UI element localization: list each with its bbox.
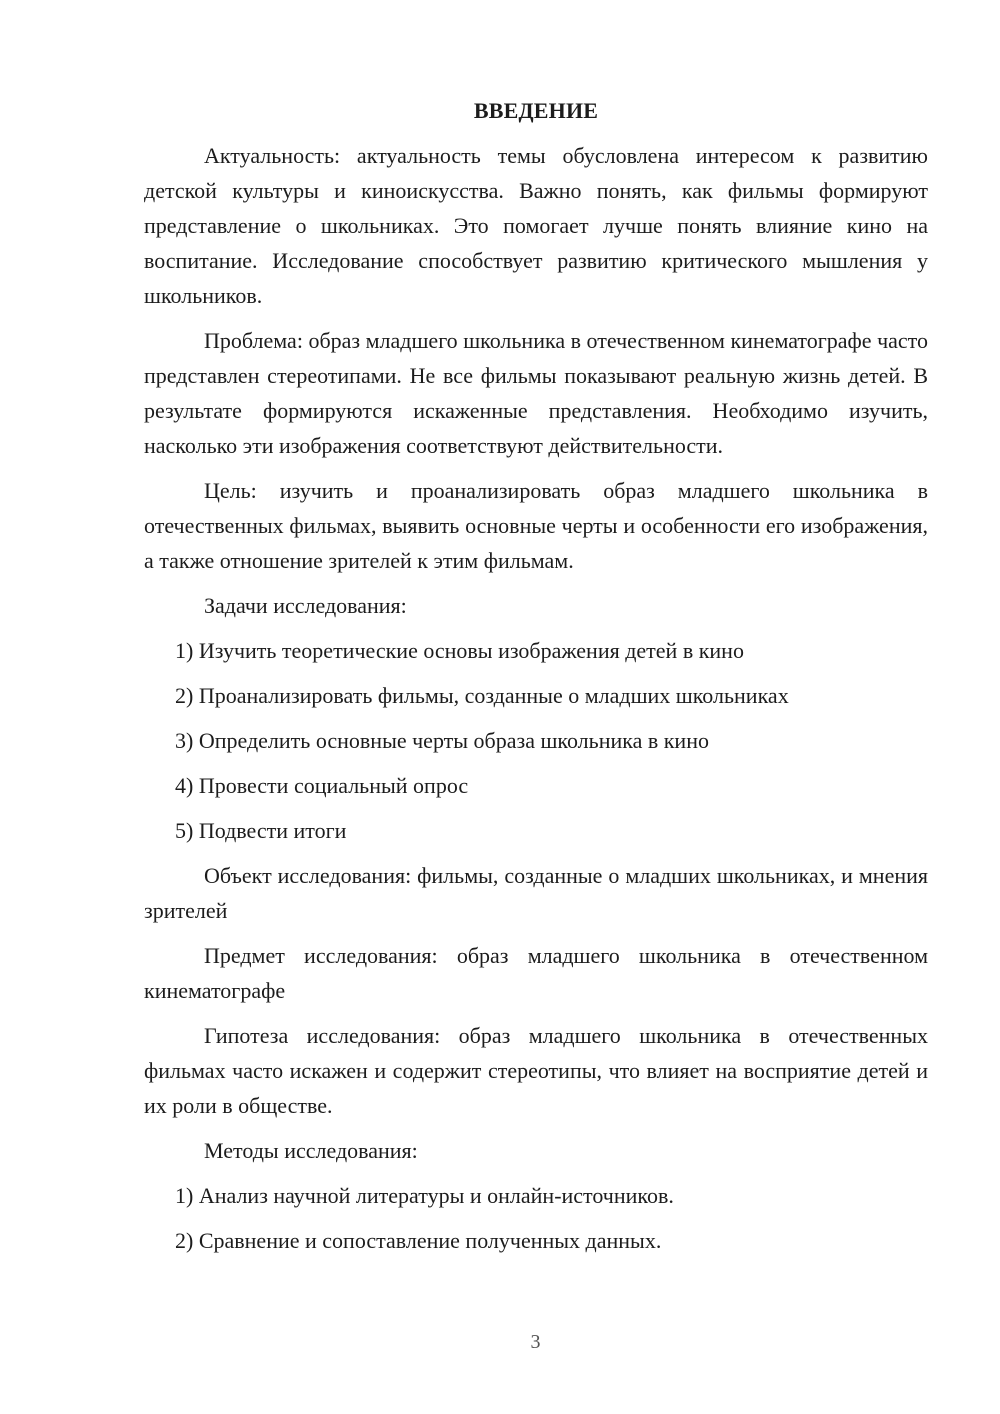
goal-paragraph: Цель: изучить и проанализировать образ младшего школьника в отечественных фильмах, выявить основные черты и особенности его изображения, а также отношение зрителей к этим фильмам. <box>144 478 928 573</box>
list-item: 1) Изучить теоретические основы изображения детей в кино <box>175 638 744 663</box>
list-item: 3) Определить основные черты образа школьника в кино <box>175 728 709 753</box>
methods-list <box>144 1178 928 1258</box>
list-item: 2) Сравнение и сопоставление полученных данных. <box>175 1228 662 1253</box>
object-paragraph: Объект исследования: фильмы, созданные о младших школьниках, и мнения зрителей <box>144 863 928 923</box>
list-item: 2) Проанализировать фильмы, созданные о младших школьниках <box>175 683 789 708</box>
document-page <box>144 95 928 1268</box>
problem-paragraph: Проблема: образ младшего школьника в отечественном кинематографе часто представлен стереотипами. Не все фильмы показывают реальную жизнь детей. В результате формируются искаженные представления. Необходимо изучить, насколько эти изображения соответствуют действительности. <box>144 328 928 458</box>
subject-paragraph: Предмет исследования: образ младшего школьника в отечественном кинематографе <box>144 943 928 1003</box>
methods-label: Методы исследования: <box>204 1138 418 1163</box>
tasks-list <box>144 633 928 848</box>
list-item: 5) Подвести итоги <box>175 818 347 843</box>
list-item: 4) Провести социальный опрос <box>175 773 469 798</box>
page-number: 3 <box>530 1331 541 1353</box>
list-item: 1) Анализ научной литературы и онлайн-источников. <box>175 1183 674 1208</box>
hypothesis-paragraph: Гипотеза исследования: образ младшего школьника в отечественных фильмах часто искажен и содержит стереотипы, что влияет на восприятие детей и их роли в обществе. <box>144 1023 928 1118</box>
tasks-label: Задачи исследования: <box>204 593 407 618</box>
actuality-paragraph: Актуальность: актуальность темы обусловлена интересом к развитию детской культуры и киноискусства. Важно понять, как фильмы формируют представление о школьниках. Это помогает лучше понять влияние кино на воспитание. Исследование способствует развитию критического мышления у школьников. <box>144 143 928 308</box>
section-title: ВВЕДЕНИЕ <box>473 98 599 123</box>
